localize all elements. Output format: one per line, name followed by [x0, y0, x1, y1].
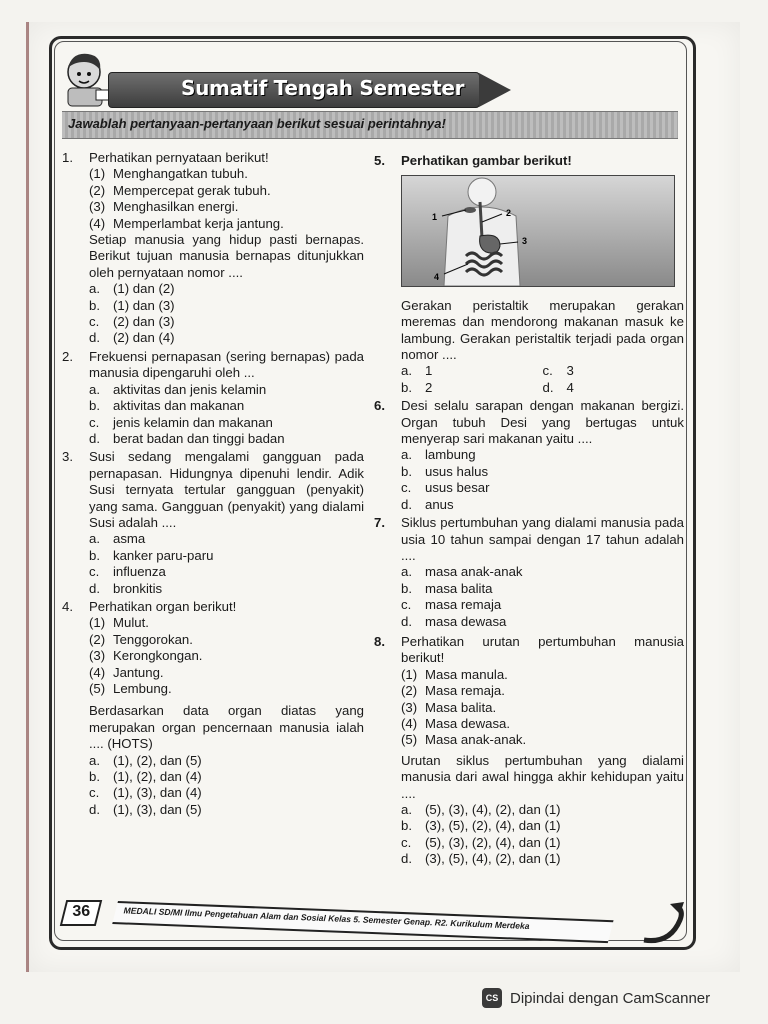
- option-letter: d.: [401, 851, 412, 867]
- option-text: berat badan dan tinggi badan: [113, 430, 285, 446]
- statement-item: [89, 216, 364, 232]
- answer-option: [543, 380, 685, 396]
- option-letter: a.: [401, 363, 412, 379]
- statement-text: Menghangatkan tubuh.: [113, 166, 248, 182]
- statement-item: [401, 732, 684, 748]
- option-letter: a.: [401, 447, 412, 463]
- option-text: influenza: [113, 564, 166, 580]
- digestive-system-figure: [401, 175, 675, 287]
- answer-option: [89, 581, 364, 597]
- answer-option: [89, 298, 364, 314]
- answer-option: [401, 581, 684, 597]
- option-text: anus: [425, 496, 454, 512]
- statement-text: Jantung.: [113, 664, 164, 680]
- option-letter: c.: [542, 363, 553, 379]
- question-7: [374, 515, 684, 630]
- option-text: (3), (5), (2), (4), dan (1): [425, 818, 561, 834]
- option-text: aktivitas dan jenis kelamin: [113, 381, 267, 397]
- answer-row: [401, 380, 684, 396]
- question-number: 7.: [374, 515, 385, 531]
- statement-mark: (2): [89, 182, 106, 198]
- answer-option: [401, 614, 684, 630]
- option-text: (1), (3), dan (4): [113, 785, 202, 801]
- question-text: Siklus pertumbuhan yang dialami manusia pada usia 10 tahun sampai dengan 17 tahun adalah ....: [401, 515, 684, 563]
- answer-option: [89, 785, 364, 801]
- option-text: (5), (3), (2), (4), dan (1): [425, 834, 561, 850]
- answer-option: [89, 564, 364, 580]
- left-column: [62, 150, 364, 820]
- page-number-box: [60, 900, 102, 926]
- question-number: 3.: [62, 449, 73, 465]
- option-letter: a.: [401, 564, 412, 580]
- statement-mark: (1): [89, 166, 106, 182]
- option-letter: d.: [89, 580, 100, 596]
- option-letter: b.: [401, 463, 412, 479]
- option-text: lambung: [425, 447, 476, 463]
- question-text: Frekuensi pernapasan (sering bernapas) pada manusia dipengaruhi oleh ...: [89, 348, 364, 381]
- option-letter: a.: [89, 281, 100, 297]
- question-number: 4.: [62, 598, 73, 614]
- page-edge: [26, 22, 29, 972]
- option-letter: c.: [89, 314, 100, 330]
- statement-item: [89, 615, 364, 631]
- page-title: Sumatif Tengah Semester: [181, 76, 465, 100]
- camscanner-watermark: [482, 986, 710, 1010]
- figure-label-3: 3: [522, 236, 528, 247]
- answer-option: [89, 431, 364, 447]
- camscanner-logo-icon: CS: [482, 988, 502, 1008]
- statement-mark: (4): [89, 664, 106, 680]
- option-text: (1), (2), dan (5): [113, 752, 202, 768]
- option-text: (2) dan (3): [113, 314, 175, 330]
- option-letter: d.: [89, 430, 100, 446]
- answer-option: [89, 531, 364, 547]
- option-letter: b.: [401, 379, 412, 395]
- figure-label-2: 2: [506, 208, 512, 219]
- instruction-banner: [62, 111, 678, 139]
- option-text: 4: [566, 379, 574, 395]
- statement-mark: (3): [89, 199, 106, 215]
- figure-label-1: 1: [432, 212, 438, 223]
- option-letter: c.: [89, 564, 100, 580]
- statement-mark: (1): [89, 615, 106, 631]
- option-text: (3), (5), (4), (2), dan (1): [425, 851, 561, 867]
- statement-item: [401, 716, 684, 732]
- option-letter: b.: [89, 547, 100, 563]
- statement-text: Tenggorokan.: [113, 631, 193, 647]
- answer-option: [401, 447, 684, 463]
- answer-option: [401, 835, 684, 851]
- question-5: [374, 153, 684, 396]
- statement-text: Mulut.: [113, 615, 149, 631]
- option-text: (2) dan (4): [113, 330, 175, 346]
- statement-mark: (2): [89, 631, 106, 647]
- option-letter: d.: [401, 496, 412, 512]
- option-letter: b.: [89, 769, 100, 785]
- question-number: 8.: [374, 633, 385, 649]
- student-mascot-icon: [58, 48, 114, 108]
- option-text: kanker paru-paru: [113, 547, 214, 563]
- answer-option: [89, 769, 364, 785]
- option-letter: b.: [89, 297, 100, 313]
- option-letter: c.: [401, 834, 412, 850]
- question-prompt: Gerakan peristaltik merupakan gerakan meremas dan mendorong makanan masuk ke lambung. Gerakan peristaltik terjadi pada organ nomor ....: [401, 297, 684, 363]
- instruction-text: Jawablah pertanyaan-pertanyaan berikut sesuai perintahnya!: [68, 116, 446, 131]
- option-letter: a.: [89, 531, 100, 547]
- option-text: (1), (3), dan (5): [113, 801, 202, 817]
- option-letter: a.: [401, 802, 412, 817]
- option-text: 1: [425, 363, 433, 379]
- option-letter: a.: [89, 381, 100, 397]
- statement-item: [89, 681, 364, 697]
- question-text: Desi selalu sarapan dengan makanan bergizi. Organ tubuh Desi yang bertugas untuk menyerap sari makanan yaitu ....: [401, 398, 684, 447]
- statement-item: [401, 700, 684, 716]
- statement-item: [401, 667, 684, 683]
- option-letter: c.: [89, 785, 100, 801]
- option-text: jenis kelamin dan makanan: [113, 414, 273, 430]
- option-text: masa balita: [425, 580, 493, 596]
- answer-option: [401, 818, 684, 834]
- option-letter: b.: [401, 818, 412, 834]
- answer-option: [543, 363, 685, 379]
- answer-option: [401, 380, 543, 396]
- right-column: [374, 153, 684, 870]
- option-text: (1) dan (3): [113, 297, 175, 313]
- option-letter: d.: [89, 801, 100, 817]
- question-text: Perhatikan urutan pertumbuhan manusia berikut!: [401, 633, 684, 666]
- statement-text: Masa dewasa.: [425, 715, 511, 731]
- statement-text: Lembung.: [113, 681, 172, 696]
- esophagus-icon: [480, 202, 482, 238]
- statement-mark: (5): [89, 681, 106, 696]
- question-text: Susi sedang mengalami gangguan pada pernapasan. Hidungnya dipenuhi lendir. Adik Susi ternyata tertular gangguan (penyakit) yang sama. Gangguan (penyakit) yang dialami Susi adalah ....: [89, 449, 364, 530]
- answer-option: [89, 330, 364, 346]
- question-text: Perhatikan organ berikut!: [89, 598, 237, 614]
- figure-label-4: 4: [434, 272, 440, 283]
- option-letter: b.: [401, 580, 412, 596]
- option-text: 3: [566, 363, 574, 379]
- statement-text: Memperlambat kerja jantung.: [113, 215, 284, 231]
- answer-option: [401, 851, 684, 867]
- question-prompt: Setiap manusia yang hidup pasti bernapas. Berikut tujuan manusia bernapas ditunjukkan oleh pernyataan nomor ....: [89, 232, 364, 280]
- option-text: (1), (2), dan (4): [113, 769, 202, 785]
- statement-mark: (4): [401, 715, 418, 731]
- option-letter: c.: [401, 597, 412, 613]
- option-text: asma: [113, 531, 146, 547]
- option-letter: c.: [401, 480, 412, 496]
- answer-option: [401, 363, 543, 379]
- question-text: Perhatikan gambar berikut!: [401, 153, 572, 168]
- option-text: (1) dan (2): [113, 281, 175, 297]
- statement-mark: (1): [401, 666, 418, 682]
- option-text: masa dewasa: [425, 613, 507, 629]
- question-number: 1.: [62, 150, 73, 165]
- question-8: [374, 634, 684, 868]
- answer-option: [89, 548, 364, 564]
- statement-item: [89, 632, 364, 648]
- option-text: (5), (3), (4), (2), dan (1): [425, 802, 561, 817]
- statement-item: [89, 648, 364, 664]
- question-prompt: Urutan siklus pertumbuhan yang dialami manusia dari awal hingga akhir kehidupan yaitu ....: [401, 752, 684, 801]
- question-6: [374, 398, 684, 513]
- statement-text: Masa remaja.: [425, 683, 505, 699]
- statement-mark: (5): [401, 732, 418, 748]
- body-head-icon: [468, 178, 496, 206]
- option-letter: d.: [542, 379, 554, 395]
- camscanner-text: Dipindai dengan CamScanner: [510, 989, 711, 1007]
- answer-option: [89, 415, 364, 431]
- statement-text: Kerongkongan.: [113, 648, 203, 664]
- page-curl-icon: [640, 900, 690, 946]
- option-text: usus halus: [425, 463, 489, 479]
- statement-text: Menghasilkan energi.: [113, 199, 239, 215]
- statement-item: [89, 665, 364, 681]
- statement-mark: (2): [401, 683, 418, 699]
- answer-option: [89, 802, 364, 818]
- answer-option: [401, 564, 684, 580]
- statement-item: [89, 199, 364, 215]
- answer-option: [89, 281, 364, 297]
- option-text: masa remaja: [425, 597, 502, 613]
- statement-text: Masa manula.: [425, 666, 508, 682]
- option-letter: a.: [89, 752, 100, 768]
- answer-option: [401, 802, 684, 818]
- option-letter: c.: [89, 414, 100, 430]
- statement-item: [89, 183, 364, 199]
- option-text: usus besar: [425, 480, 490, 496]
- question-prompt: Berdasarkan data organ diatas yang merupakan organ pencernaan manusia ialah .... (HOTS): [89, 703, 364, 752]
- answer-option: [401, 597, 684, 613]
- statement-mark: (3): [401, 699, 418, 715]
- question-number: 2.: [62, 348, 73, 364]
- option-text: aktivitas dan makanan: [113, 398, 245, 414]
- book-info: MEDALI SD/MI Ilmu Pengetahuan Alam dan Sosial Kelas 5. Semester Genap. R2. Kurikulum Merdeka: [123, 905, 530, 932]
- question-3: [62, 449, 364, 597]
- answer-row: [401, 363, 684, 379]
- question-number: 5.: [374, 153, 385, 168]
- statement-text: Masa balita.: [425, 699, 497, 715]
- question-4: [62, 599, 364, 818]
- option-text: bronkitis: [113, 580, 163, 596]
- question-1: [62, 150, 364, 347]
- question-number: 6.: [374, 398, 385, 414]
- question-text: Perhatikan pernyataan berikut!: [89, 150, 269, 165]
- statement-text: Masa anak-anak.: [425, 732, 527, 748]
- option-letter: b.: [89, 398, 100, 414]
- title-banner: [108, 72, 480, 108]
- statement-mark: (4): [89, 215, 106, 231]
- page-number: 36: [72, 903, 91, 920]
- answer-option: [401, 480, 684, 496]
- option-letter: d.: [89, 330, 100, 346]
- option-letter: d.: [401, 613, 412, 629]
- answer-option: [401, 497, 684, 513]
- answer-option: [401, 464, 684, 480]
- question-2: [62, 349, 364, 447]
- statement-mark: (3): [89, 648, 106, 664]
- answer-option: [89, 398, 364, 414]
- answer-option: [89, 314, 364, 330]
- statement-text: Mempercepat gerak tubuh.: [113, 182, 271, 198]
- answer-option: [89, 382, 364, 398]
- statement-item: [89, 166, 364, 182]
- option-text: 2: [425, 379, 433, 395]
- answer-option: [89, 753, 364, 769]
- option-text: masa anak-anak: [425, 564, 523, 580]
- statement-item: [401, 683, 684, 699]
